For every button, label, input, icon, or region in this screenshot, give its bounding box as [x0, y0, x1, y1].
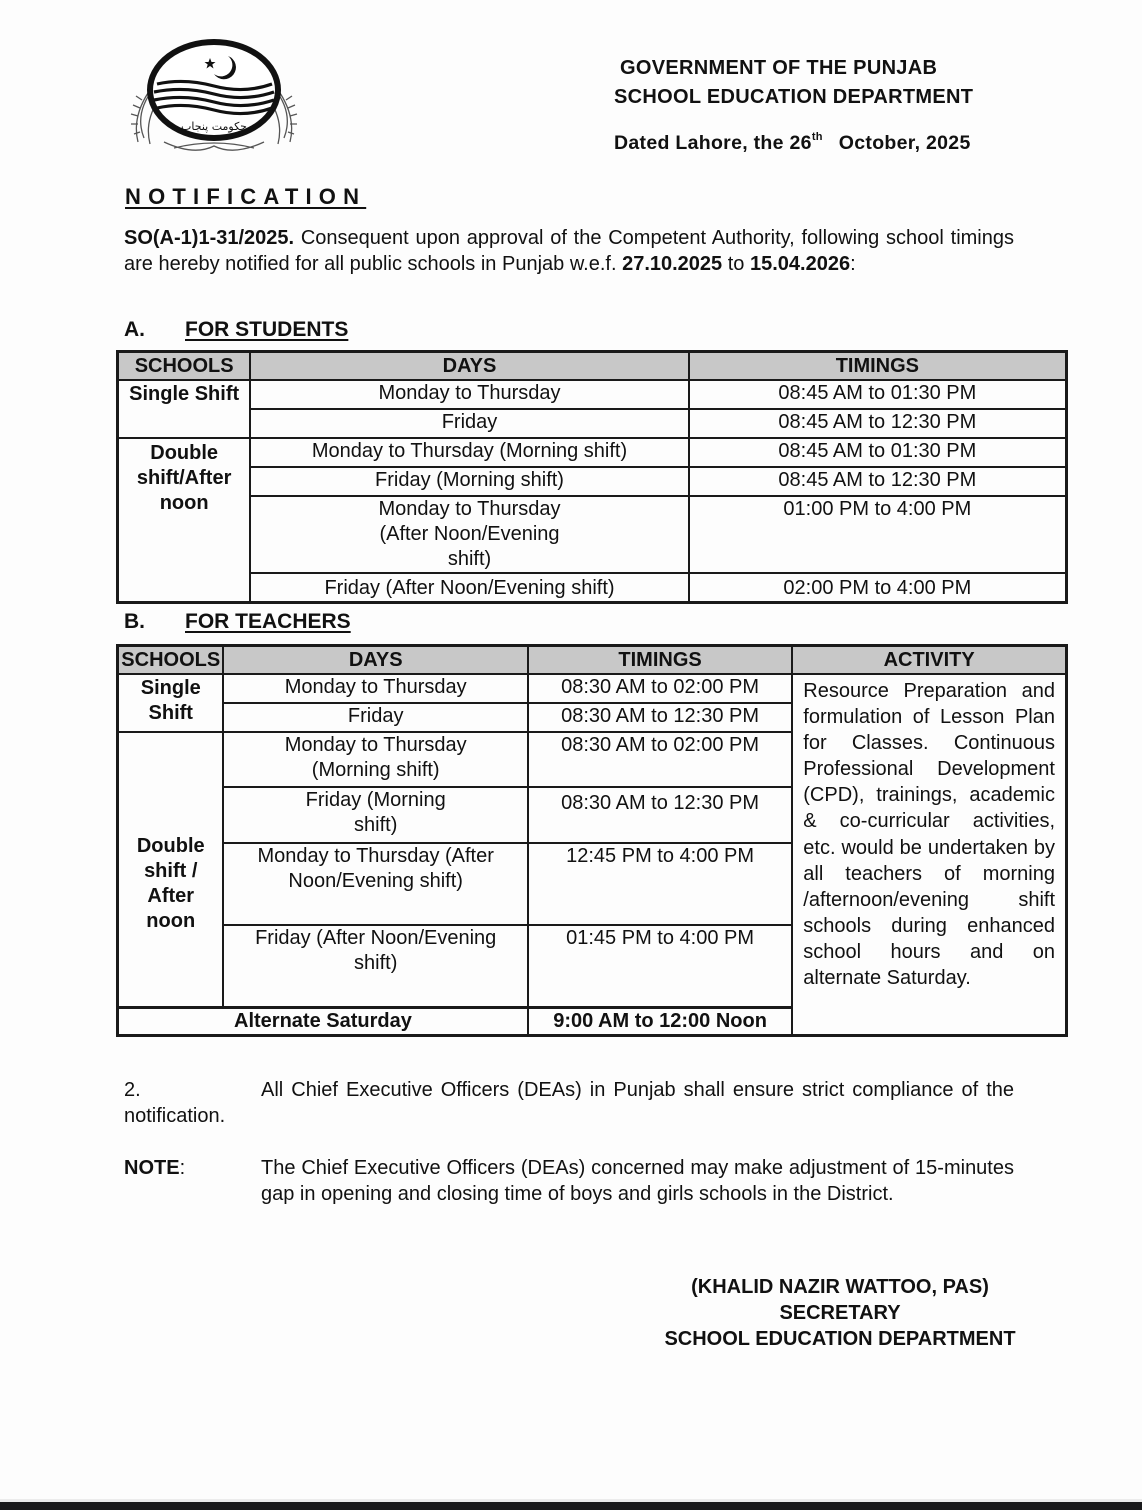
signatory-department: SCHOOL EDUCATION DEPARTMENT: [664, 1328, 1016, 1350]
days-cell: Monday to Thursday: [250, 380, 688, 409]
note-block: [124, 1155, 1014, 1207]
notification-colon: :: [850, 253, 856, 275]
days-cell: Friday: [223, 703, 527, 732]
section-a-label: A.: [124, 318, 145, 341]
timings-cell: 08:30 AM to 12:30 PM: [528, 787, 792, 843]
saturday-days-cell: Alternate Saturday: [118, 1007, 528, 1035]
column-header-timings: TIMINGS: [689, 352, 1067, 381]
effective-date-from: 27.10.2025: [622, 253, 723, 275]
notification-ref: SO(A-1)1-31/2025.: [124, 227, 295, 249]
days-cell: Friday (After Noon/Evening shift): [250, 573, 688, 602]
viewer-bottom-bar: [0, 1502, 1142, 1510]
days-cell: Friday (After Noon/Evening shift): [223, 925, 527, 1007]
section-b-label: B.: [124, 610, 145, 633]
column-header-days: DAYS: [250, 352, 688, 381]
note-label-text: NOTE: [124, 1157, 180, 1179]
days-cell: Friday (Morning shift): [223, 787, 527, 843]
days-cell: Friday (Morning shift): [250, 467, 688, 496]
timings-cell: 12:45 PM to 4:00 PM: [528, 843, 792, 925]
column-header-days: DAYS: [223, 646, 527, 675]
school-type-cell: Double shift/After noon: [118, 438, 251, 602]
column-header-activity: ACTIVITY: [792, 646, 1066, 675]
table-row: [118, 573, 1067, 602]
table-header-row: [118, 646, 1067, 675]
students-timings-table: [116, 350, 1068, 604]
note-text: The Chief Executive Officers (DEAs) concerned may make adjustment of 15-minutes gap in opening and closing time of boys and girls schools in the District.: [261, 1157, 1014, 1205]
signatory-designation: SECRETARY: [779, 1302, 901, 1324]
section-b-title: FOR TEACHERS: [185, 610, 351, 633]
section-a-heading: [124, 318, 348, 342]
column-header-schools: SCHOOLS: [118, 646, 224, 675]
timings-cell: 02:00 PM to 4:00 PM: [689, 573, 1067, 602]
column-header-timings: TIMINGS: [528, 646, 792, 675]
table-row: [118, 467, 1067, 496]
days-cell: Monday to Thursday: [223, 674, 527, 703]
table-row: [118, 380, 1067, 409]
signature-block: [620, 1274, 1060, 1352]
teachers-timings-table: [116, 644, 1068, 1037]
table-header-row: [118, 352, 1067, 381]
notification-paragraph: [124, 225, 1014, 277]
activity-description: Resource Preparation and formulation of Lesson Plan for Classes. Continuous Professional Development (CPD), trainings, academic & co-curricular activities, etc. would be undertaken by all teachers of morning /afternoon/evening shift schools during enhanced school hours and on alternate Saturday.: [792, 674, 1066, 1035]
government-title: GOVERNMENT OF THE PUNJAB: [620, 57, 938, 79]
notification-heading: NOTIFICATION: [125, 184, 367, 209]
table-row: [118, 438, 1067, 467]
timings-cell: 08:45 AM to 12:30 PM: [689, 409, 1067, 438]
days-cell: Monday to Thursday (After Noon/Evening shift): [223, 843, 527, 925]
table-row: [118, 496, 1067, 573]
notification-text: Consequent upon approval of the Competent Authority, following school timings are hereby notified for all public schools in Punjab w.e.f.: [124, 227, 1014, 275]
punjab-government-emblem-icon: [124, 38, 304, 160]
days-cell: Monday to Thursday (After Noon/Evening shift): [250, 496, 688, 573]
compliance-paragraph: [124, 1077, 1014, 1129]
school-type-cell: Double shift / After noon: [118, 732, 224, 1007]
table-row: [118, 674, 1067, 703]
dated-line: [614, 131, 971, 155]
column-header-schools: SCHOOLS: [118, 352, 251, 381]
timings-cell: 08:30 AM to 02:00 PM: [528, 732, 792, 787]
timings-cell: 08:30 AM to 12:30 PM: [528, 703, 792, 732]
school-type-cell: Single Shift: [118, 674, 224, 732]
timings-cell: 01:45 PM to 4:00 PM: [528, 925, 792, 1007]
effective-date-to: 15.04.2026: [749, 253, 851, 275]
date-suffix: th: [811, 131, 823, 143]
table-row: [118, 409, 1067, 438]
logo-caption: حکومت پنجاب: [181, 120, 247, 133]
date-prefix: Dated Lahore, the 26: [614, 132, 812, 154]
department-title: SCHOOL EDUCATION DEPARTMENT: [614, 86, 974, 108]
timings-cell: 08:30 AM to 02:00 PM: [528, 674, 792, 703]
section-a-title: FOR STUDENTS: [185, 318, 349, 341]
date-month: October, 2025: [838, 132, 971, 154]
days-cell: Monday to Thursday (Morning shift): [223, 732, 527, 787]
timings-cell: 08:45 AM to 01:30 PM: [689, 438, 1067, 467]
saturday-timings-cell: 9:00 AM to 12:00 Noon: [528, 1007, 792, 1035]
note-colon: :: [179, 1157, 186, 1179]
days-cell: Monday to Thursday (Morning shift): [250, 438, 688, 467]
school-type-cell: Single Shift: [118, 380, 251, 438]
signatory-name: (KHALID NAZIR WATTOO, PAS): [691, 1276, 989, 1298]
compliance-text: All Chief Executive Officers (DEAs) in Punjab shall ensure strict compliance of the notification.: [124, 1079, 1014, 1127]
timings-cell: 01:00 PM to 4:00 PM: [689, 496, 1067, 573]
days-cell: Friday: [250, 409, 688, 438]
paragraph-number: 2.: [124, 1079, 141, 1101]
notification-text-to: to: [722, 253, 750, 275]
timings-cell: 08:45 AM to 12:30 PM: [689, 467, 1067, 496]
section-b-heading: [124, 610, 351, 634]
note-label: [124, 1155, 185, 1181]
timings-cell: 08:45 AM to 01:30 PM: [689, 380, 1067, 409]
